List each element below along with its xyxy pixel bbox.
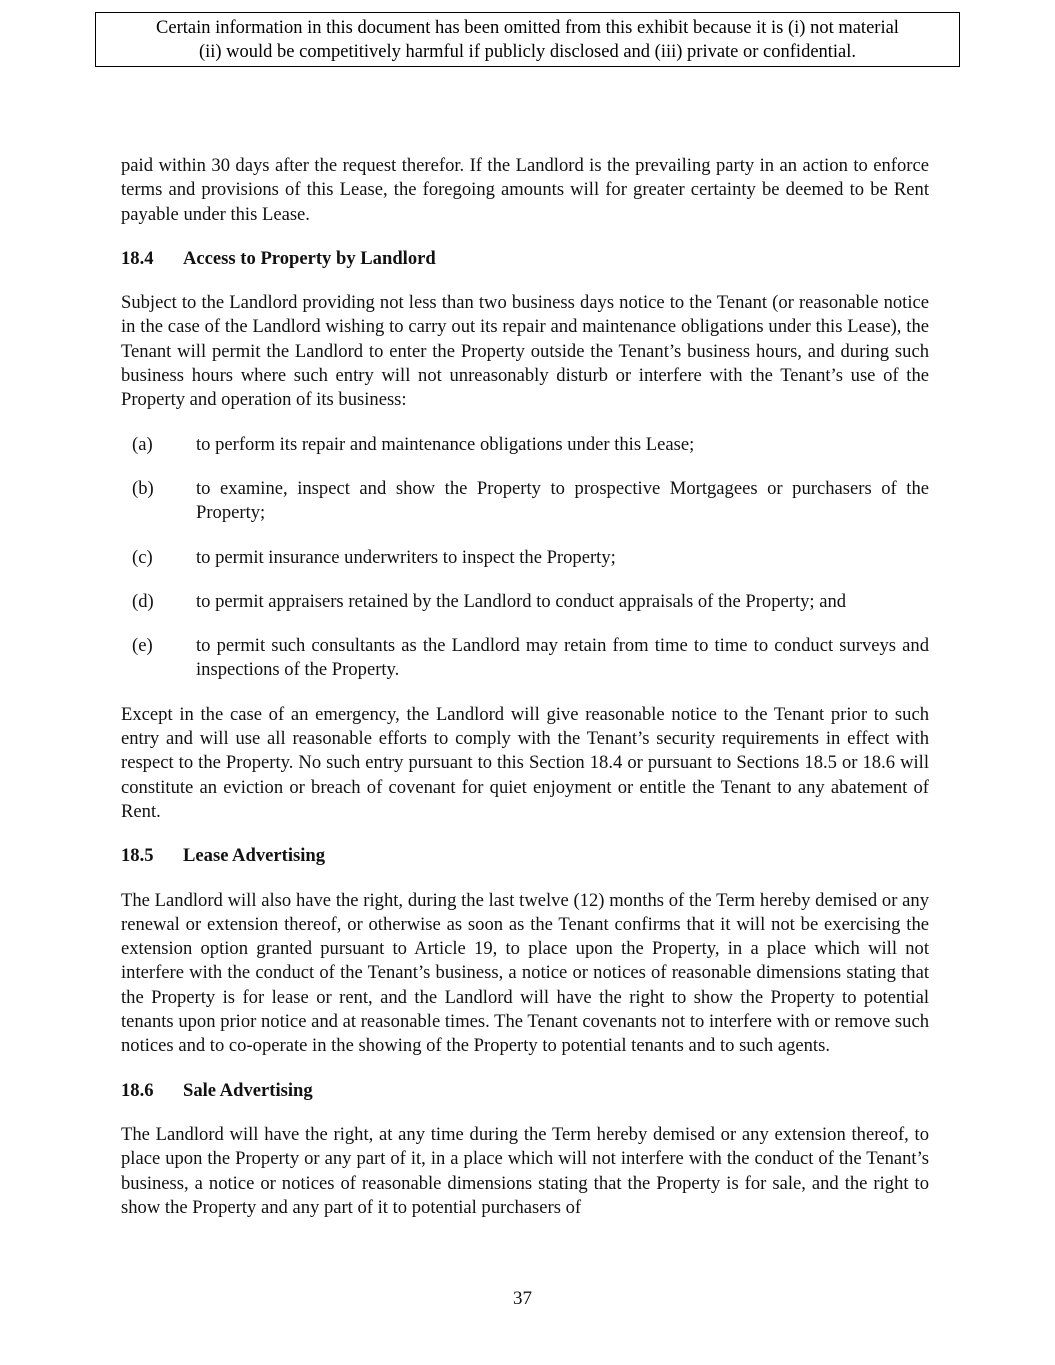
list-marker: (d) [132,590,154,612]
list-marker: (b) [132,477,154,499]
list-item [121,590,929,614]
list-item [121,546,929,570]
list-item [121,477,929,526]
section-title: Sale Advertising [183,1079,313,1101]
list-marker: (c) [132,546,153,568]
list-item [121,634,929,683]
section-heading-18-6 [121,1079,929,1103]
section-18-4-closing-paragraph: Except in the case of an emergency, the Landlord will give reasonable notice to the Tenant prior to such entry and will use all reasonable efforts to comply with the Tenant’s security requirements in effect with respect to the Property. No such entry pursuant to this Section 18.4 or pursuant to Sections 18.5 or 18.6 will constitute an eviction or breach of covenant for quiet enjoyment or entitle the Tenant to any abatement of Rent. [121,703,929,822]
list-text: to examine, inspect and show the Property to prospective Mortgagees or purchasers of the Property; [196,477,929,524]
list-marker: (a) [132,433,153,455]
section-title: Access to Property by Landlord [183,247,436,269]
section-18-5-paragraph: The Landlord will also have the right, during the last twelve (12) months of the Term hereby demised or any renewal or extension thereof, or otherwise as soon as the Tenant confirms that it will not be exercising the extension option granted pursuant to Article 19, to place upon the Property, in a place which will not interfere with the conduct of the Tenant’s business, a notice or notices of reasonable dimensions stating that the Property is for lease or rent, and the Landlord will have the right to show the Property to potential tenants upon prior notice and at reasonable times. The Tenant covenants not to interfere with or remove such notices and to co-operate in the showing of the Property to potential tenants and to such agents. [121,889,929,1057]
list-marker: (e) [132,635,153,657]
notice-line-1: Certain information in this document has been omitted from this exhibit because it is (i) not material [156,18,899,38]
list-text: to permit insurance underwriters to inspect the Property; [196,546,616,568]
list-item [121,433,929,457]
section-title: Lease Advertising [183,845,326,867]
document-body [121,154,929,1240]
section-18-6-paragraph: The Landlord will have the right, at any time during the Term hereby demised or any extension thereof, to place upon the Property or any part of it, in a place which will not interfere with the conduct of the Tenant’s business, a notice or notices of reasonable dimensions stating that the Property is for sale, and the right to show the Property and any part of it to potential purchasers of [121,1123,929,1218]
section-heading-18-4 [121,247,929,271]
section-number: 18.4 [121,247,154,269]
section-heading-18-5 [121,844,929,868]
section-18-4-paragraph: Subject to the Landlord providing not less than two business days notice to the Tenant (or reasonable notice in the case of the Landlord wishing to carry out its repair and maintenance obligations under this Lease), the Tenant will permit the Landlord to enter the Property outside the Tenant’s business hours, and during such business hours where such entry will not unreasonably disturb or interfere with the Tenant’s use of the Property and operation of its business: [121,292,929,411]
intro-paragraph: paid within 30 days after the request therefor. If the Landlord is the prevailing party in an action to enforce terms and provisions of this Lease, the foregoing amounts will for greater certainty be deemed to be Rent payable under this Lease. [121,155,929,225]
notice-line-2: (ii) would be competitively harmful if publicly disclosed and (iii) private or confidential. [198,42,857,62]
list-text: to perform its repair and maintenance obligations under this Lease; [196,433,695,455]
list-text: to permit such consultants as the Landlord may retain from time to time to conduct surveys and inspections of the Property. [196,635,929,681]
list-text: to permit appraisers retained by the Landlord to conduct appraisals of the Property; and [196,590,847,612]
section-number: 18.5 [121,845,154,867]
section-number: 18.6 [121,1079,154,1101]
confidentiality-notice [95,12,960,67]
page-number: 37 [513,1288,532,1309]
